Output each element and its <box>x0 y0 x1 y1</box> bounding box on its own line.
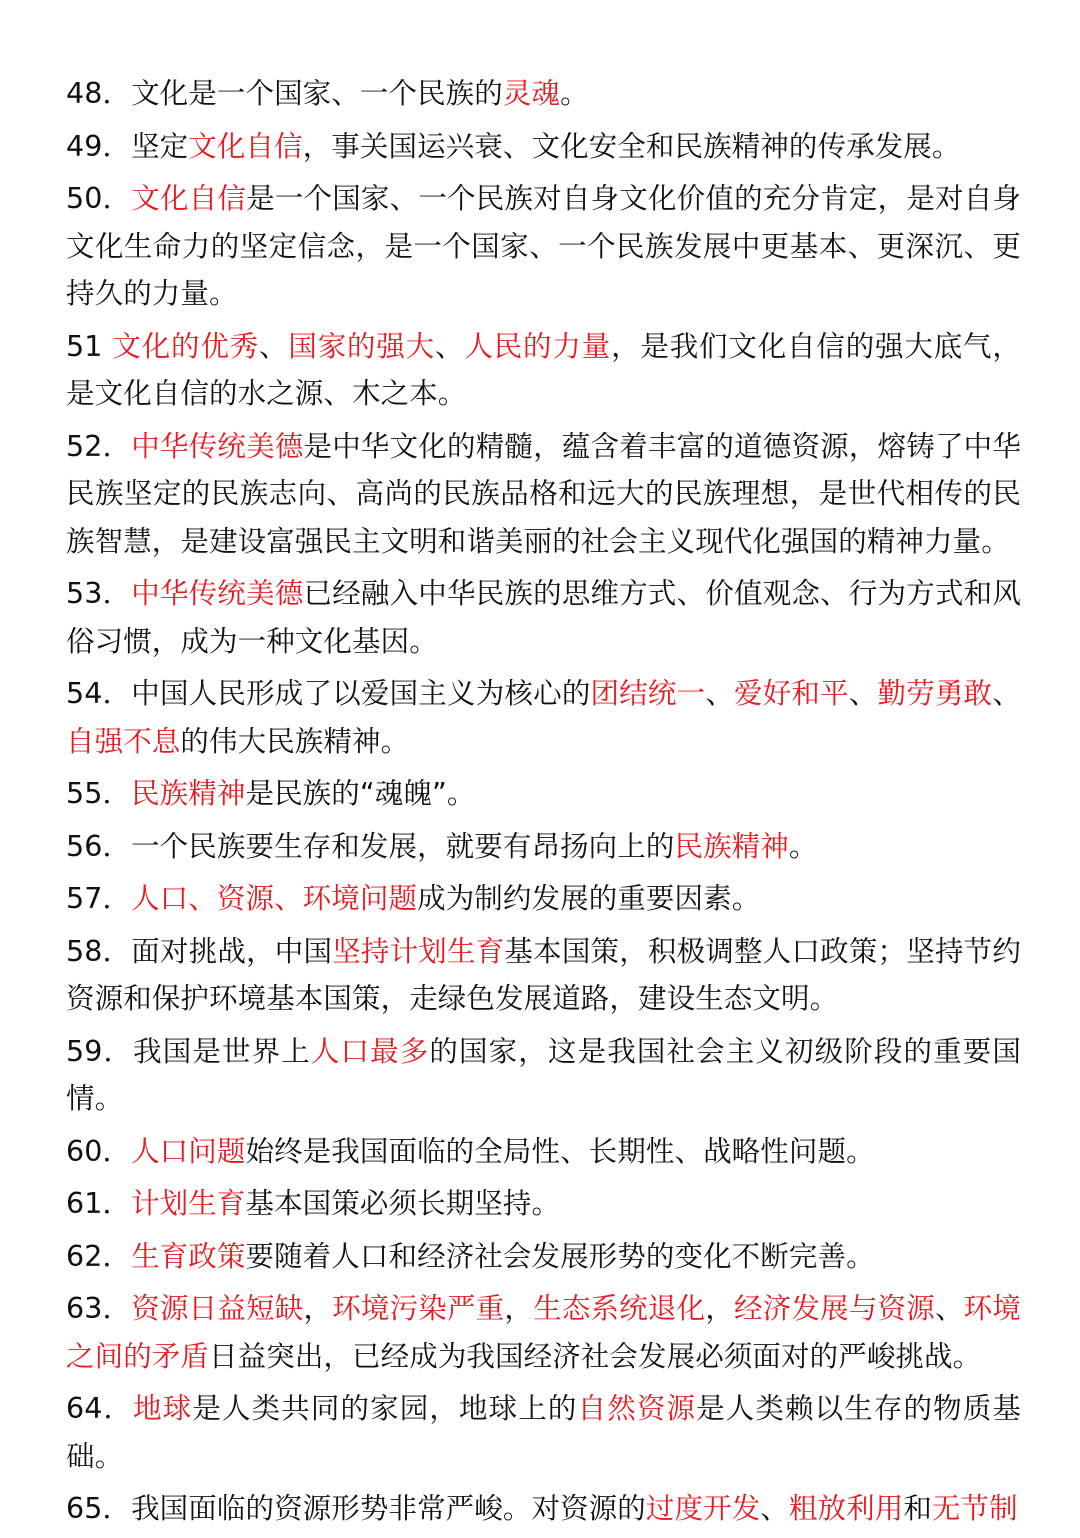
highlighted-term: 无节制 <box>931 1492 1018 1525</box>
item-number: 52． <box>66 429 132 463</box>
item-text: ， <box>303 1292 333 1325</box>
item-text: 、 <box>848 677 878 710</box>
item-number: 59． <box>66 1034 134 1068</box>
highlighted-term: 中华传统美德 <box>131 429 304 463</box>
list-item <box>66 1285 1021 1380</box>
item-text: 是中华文化的精髓，蕴含着丰富的道德资源，熔铸了中华民族坚定的民族志向、高尚的民族品格和远大的民族理想，是世代相传的民族智慧，是建设富强民主文明和谐美丽的社会主义现代化强国的精神力量。 <box>66 429 1021 558</box>
item-number: 48． <box>66 77 132 110</box>
highlighted-term: 资源日益短缺 <box>131 1292 304 1325</box>
item-number: 62． <box>66 1239 132 1273</box>
highlighted-term: 文化自信 <box>131 182 247 215</box>
item-text: ，是我们文化自信的强大底气，是文化自信的水之源、木之本。 <box>66 329 1021 410</box>
highlighted-term: 团结统一 <box>590 677 706 710</box>
highlighted-term: 自然资源 <box>577 1392 697 1425</box>
item-text: 面对挑战，中国 <box>131 934 333 968</box>
highlighted-term: 勤劳勇敢 <box>877 677 993 710</box>
list-item <box>66 1028 1021 1123</box>
item-text: 日益突出，已经成为我国经济社会发展必须面对的严峻挑战。 <box>209 1339 982 1373</box>
highlighted-term: 环境污染严重 <box>332 1292 505 1325</box>
list-item <box>66 770 1021 818</box>
highlighted-term: 生态系统退化 <box>533 1292 706 1325</box>
item-text: ，事关国运兴衰、文化安全和民族精神的传承发展。 <box>302 129 961 163</box>
item-number: 65． <box>66 1492 132 1525</box>
list-item <box>66 70 1021 118</box>
item-text: 和 <box>903 1492 932 1525</box>
item-number: 63． <box>66 1292 132 1325</box>
item-text: ， <box>504 1292 534 1325</box>
document-page <box>66 70 1021 1538</box>
item-number: 55． <box>66 777 132 810</box>
highlighted-term: 人口最多 <box>310 1034 430 1068</box>
list-item <box>66 1233 1021 1281</box>
list-item <box>66 1180 1021 1228</box>
highlighted-term: 粗放利用 <box>788 1492 904 1525</box>
list-item <box>66 875 1021 923</box>
item-text: 要随着人口和经济社会发展形势的变化不断完善。 <box>245 1239 875 1273</box>
list-item <box>66 823 1021 871</box>
item-text: 坚定 <box>131 129 189 163</box>
item-text: 是人类赖以生存的物质基础。 <box>66 1392 1021 1473</box>
list-item <box>66 1128 1021 1176</box>
highlighted-term: 人口问题 <box>131 1134 246 1168</box>
list-item <box>66 423 1021 566</box>
list-item <box>66 123 1021 171</box>
item-text: 。 <box>788 829 818 863</box>
highlighted-term: 国家的强大 <box>288 329 436 363</box>
list-item <box>66 1385 1021 1480</box>
item-number: 60． <box>66 1134 132 1168</box>
highlighted-term: 地球 <box>133 1392 193 1425</box>
highlighted-term: 灵魂 <box>502 77 561 110</box>
highlighted-term: 文化自信 <box>188 129 303 163</box>
item-text: 基本国策，积极调整人口政策；坚持节约资源和保护环境基本国策，走绿色发展道路，建设生态文明。 <box>66 934 1021 1015</box>
item-text: 、 <box>435 329 465 363</box>
item-number: 53． <box>66 577 132 610</box>
list-item <box>66 928 1021 1023</box>
highlighted-term: 生育政策 <box>131 1239 246 1273</box>
item-text: 一个民族要生存和发展，就要有昂扬向上的 <box>131 829 675 863</box>
item-number: 61． <box>66 1187 132 1220</box>
highlighted-term: 环境之间的矛盾 <box>66 1292 1021 1373</box>
item-text: 中国人民形成了以爱国主义为核心的 <box>131 677 591 710</box>
item-text: 的国家，这是我国社会主义初级阶段的重要国情。 <box>66 1034 1021 1115</box>
item-number: 64． <box>66 1392 134 1425</box>
item-number: 51 <box>66 329 113 363</box>
list-item <box>66 323 1021 418</box>
item-number: 56． <box>66 829 132 863</box>
item-text: 我国是世界上 <box>133 1034 311 1068</box>
highlighted-term: 中华传统美德 <box>131 577 304 610</box>
item-number: 50． <box>66 182 132 215</box>
highlighted-term: 人民的力量 <box>464 329 612 363</box>
list-item <box>66 1485 1021 1533</box>
item-text: 、 <box>259 329 289 363</box>
item-number: 49． <box>66 129 132 163</box>
item-text: 、 <box>934 1292 964 1325</box>
highlighted-term: 过度开发 <box>645 1492 761 1525</box>
highlighted-term: 坚持计划生育 <box>332 934 505 968</box>
highlighted-term: 爱好和平 <box>734 677 849 710</box>
highlighted-term: 人口、资源、环境问题 <box>131 882 418 915</box>
item-text: 是民族的“魂魄”。 <box>245 777 476 810</box>
item-number: 54． <box>66 677 132 710</box>
highlighted-term: 民族精神 <box>131 777 246 810</box>
list-item <box>66 175 1021 318</box>
item-text: 是人类共同的家园，地球上的 <box>192 1392 578 1425</box>
item-text: 我国面临的资源形势非常严峻。对资源的 <box>131 1492 646 1525</box>
item-text: 的伟大民族精神。 <box>180 724 410 758</box>
list-item <box>66 570 1021 665</box>
item-text: 。 <box>560 77 589 110</box>
highlighted-term: 文化的优秀 <box>112 329 260 363</box>
item-text: 、 <box>705 677 735 710</box>
item-text: ， <box>705 1292 735 1325</box>
item-text: 、 <box>760 1492 789 1525</box>
item-text: 是一个国家、一个民族对自身文化价值的充分肯定，是对自身文化生命力的坚定信念，是一个国家、一个民族发展中更基本、更深沉、更持久的力量。 <box>66 182 1022 310</box>
item-text: 始终是我国面临的全局性、长期性、战略性问题。 <box>245 1134 875 1168</box>
item-text: 已经融入中华民族的思维方式、价值观念、行为方式和风俗习惯，成为一种文化基因。 <box>66 577 1021 658</box>
highlighted-term: 民族精神 <box>674 829 789 863</box>
highlighted-term: 经济发展与资源 <box>734 1292 935 1325</box>
item-text: 文化是一个国家、一个民族的 <box>131 77 503 110</box>
highlighted-term: 计划生育 <box>131 1187 246 1220</box>
item-text: 、 <box>992 677 1021 710</box>
item-number: 58． <box>66 934 132 968</box>
list-item <box>66 670 1021 765</box>
highlighted-term: 自强不息 <box>66 724 181 758</box>
item-number: 57． <box>66 882 132 915</box>
item-text: 成为制约发展的重要因素。 <box>417 882 761 915</box>
item-text: 基本国策必须长期坚持。 <box>245 1187 561 1220</box>
